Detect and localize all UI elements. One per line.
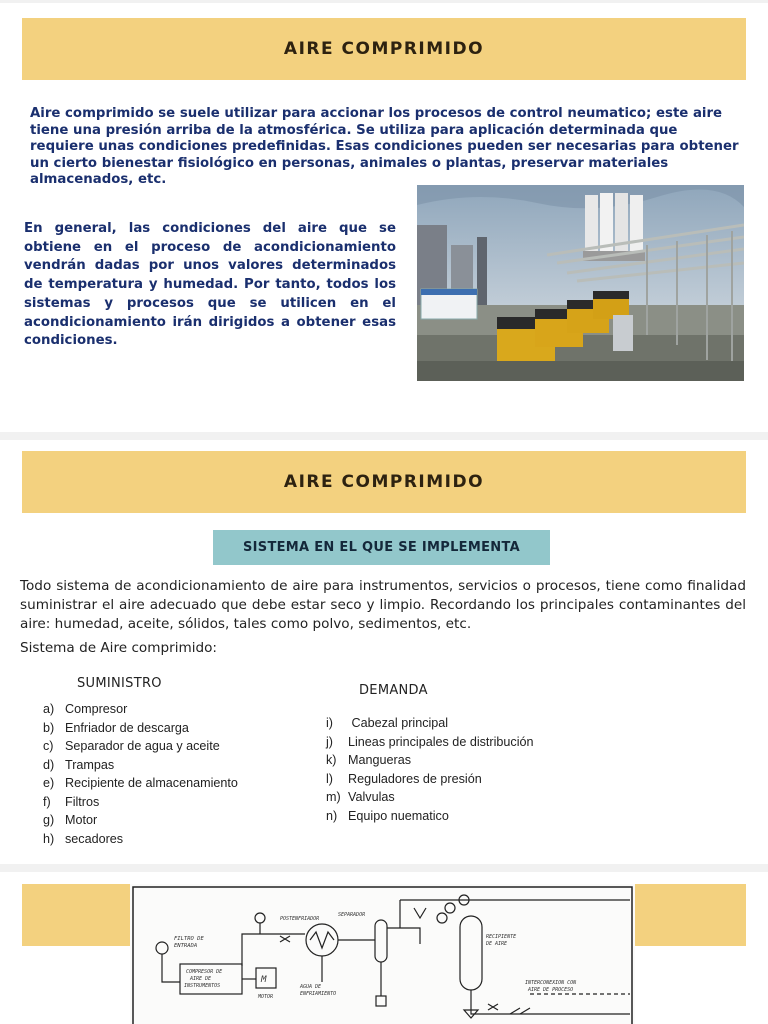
list-item: m) Valvulas: [326, 790, 395, 804]
slide-2-banner: AIRE COMPRIMIDO: [22, 451, 746, 513]
list-item: g) Motor: [43, 813, 98, 827]
list-item: c) Separador de agua y aceite: [43, 739, 220, 753]
slide-2: [0, 432, 768, 864]
svg-text:M: M: [261, 975, 267, 985]
slide-1-banner: AIRE COMPRIMIDO: [22, 18, 746, 80]
list-item: i) Cabezal principal: [326, 716, 449, 730]
conditions-paragraph: En general, las condiciones del aire que se obtiene en el proceso de acondicionamiento vendrán dadas por unos valores determinados de temperatura y humedad. Por tanto, todos los sistemas y procesos que se utilicen en el acondicionamiento irán dirigidos a obtener esas condiciones.: [24, 221, 396, 349]
svg-text:MOTOR: MOTOR: [258, 994, 274, 1000]
slide-3: [0, 864, 768, 1024]
suministro-heading: SUMINISTRO: [77, 676, 162, 691]
list-item: n) Equipo nuematico: [326, 808, 449, 823]
list-item: f) Filtros: [43, 794, 100, 809]
svg-text:INTERCONEXION CON: INTERCONEXION CON: [525, 980, 577, 986]
svg-text:DE AIRE: DE AIRE: [486, 941, 508, 947]
svg-text:AIRE DE: AIRE DE: [190, 976, 212, 982]
list-item: a) Compresor: [43, 702, 128, 716]
list-item: j) Lineas principales de distribución: [326, 734, 534, 749]
compressed-air-diagram: [130, 884, 635, 1024]
svg-text:RECIPIENTE: RECIPIENTE: [486, 934, 517, 940]
list-item: h) secadores: [43, 831, 124, 846]
slide-separator: [0, 864, 768, 872]
svg-text:AGUA DE: AGUA DE: [300, 984, 322, 990]
list-item: k) Mangueras: [326, 753, 412, 767]
intro-paragraph: Aire comprimido se suele utilizar para accionar los procesos de control neumatico; este aire tiene una presión arriba de la atmosférica. Se utiliza para aplicación determinada que requiere unas condiciones predefinidas. Esas condiciones pueden ser necesarias para obtener un cierto bienestar fisiológico en personas, animales o plantas, preservar materiales almacenados, etc.: [30, 106, 739, 187]
svg-text:SEPARADOR: SEPARADOR: [338, 912, 366, 918]
slide-1: [0, 0, 768, 432]
demanda-list: [326, 714, 534, 825]
list-item: e) Recipiente de almacenamiento: [43, 776, 238, 790]
slide-separator: [0, 432, 768, 440]
svg-text:AIRE DE PROCESO: AIRE DE PROCESO: [528, 987, 574, 993]
page-top-edge: [0, 0, 768, 3]
system-lead: Sistema de Aire comprimido:: [20, 640, 218, 656]
svg-text:ENFRIAMIENTO: ENFRIAMIENTO: [300, 991, 337, 997]
demanda-heading: DEMANDA: [359, 683, 428, 698]
compressor-plant-photo: [417, 185, 744, 381]
svg-text:POSTENFRIADOR: POSTENFRIADOR: [280, 916, 320, 922]
system-paragraph: Todo sistema de acondicionamiento de aire para instrumentos, servicios o procesos, tiene como finalidad suministrar el aire adecuado que debe estar seco y limpio. Recordando los principales contaminantes del aire: humedad, aceite, sólidos, tales como polvo, sedimentos, etc.: [20, 578, 746, 632]
svg-text:COMPRESOR DE: COMPRESOR DE: [186, 969, 223, 975]
svg-text:INSTRUMENTOS: INSTRUMENTOS: [184, 983, 221, 989]
list-item: b) Enfriador de descarga: [43, 720, 189, 735]
suministro-list: [43, 700, 238, 848]
list-item: d) Trampas: [43, 757, 115, 772]
system-subtitle: SISTEMA EN EL QUE SE IMPLEMENTA: [213, 530, 550, 565]
list-item: l) Reguladores de presión: [326, 771, 482, 786]
svg-text:ENTRADA: ENTRADA: [174, 943, 198, 949]
svg-text:FILTRO DE: FILTRO DE: [174, 936, 204, 942]
